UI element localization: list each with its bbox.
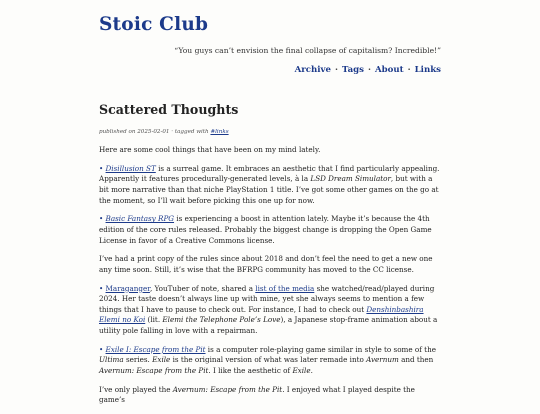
text: . I enjoyed what I played despite the game’s [99,384,415,405]
text: , but with a bit more narrative than that niche PlayStation 1 title. I’ve got some other games on the go at the moment, so I’ll wait before picking this one up for now. [99,174,439,205]
nav-separator: · [368,65,371,75]
text: . I like the aesthetic of [208,366,293,376]
nav-about[interactable]: About [375,65,404,75]
nav-archive[interactable]: Archive [294,65,331,75]
paragraph-maraganger [99,284,441,337]
text: is a computer role-playing game similar in style to some of the [205,344,436,354]
link-disillusion-st[interactable]: Disillusion ST [105,163,156,173]
link-basic-fantasy-rpg[interactable]: Basic Fantasy RPG [105,214,175,224]
tag-link-links[interactable]: #links [210,129,229,135]
text-emphasis: LSD Dream Simulator [310,174,391,184]
text: is experiencing a boost in attention lately. Maybe it’s because the 4th edition of the core rules released. Probably the biggest change is dropping the Open Game License in favor of a Creative Commons license. [99,214,432,245]
text: and then [398,355,434,365]
paragraph-exile [99,345,441,377]
text: she watched/read/played during 2024. Her taste doesn’t always line up with mine, yet she always seems to mention a few things that I have to pause to check out. For instance, I had to check out [99,283,435,314]
site-title[interactable]: Stoic Club [99,14,209,35]
post-title: Scattered Thoughts [99,102,239,117]
bullet: • [99,163,104,173]
bullet: • [99,283,104,293]
top-nav [295,65,441,75]
text-emphasis: Exile [152,355,171,365]
text-emphasis: Avernum: Escape from the Pit [172,384,283,394]
post-meta-text: published on 2025-02-01 · tagged with [99,129,211,135]
text: is a surreal game. It embraces an aesthetic that I find particularly appealing. Apparently it features procedurally-generated levels, à la [99,163,440,184]
text: , YouTuber of note, shared a [149,283,256,293]
nav-separator: · [407,65,411,75]
post-content [99,145,441,414]
paragraph-avernum [99,385,441,406]
paragraph-intro: Here are some cool things that have been on my mind lately. [99,145,321,154]
nav-links[interactable]: Links [414,65,441,75]
text-emphasis: Avernum: Escape from the Pit [99,366,209,376]
text: series. [123,355,153,365]
text-emphasis: Ultima [99,355,124,365]
text-emphasis: Avernum [366,355,399,365]
text: I’ve only played the [99,384,173,394]
nav-separator: · [335,65,338,75]
text: is the original version of what was later remade into [170,355,367,365]
text-emphasis: Elemi the Telephone Pole’s Love [162,315,281,325]
nav-tags[interactable]: Tags [342,65,364,75]
text: . [310,366,313,376]
link-maraganger[interactable]: Maraganger [105,283,150,293]
bullet: • [99,214,104,224]
text-emphasis: Exile [292,366,311,376]
link-denshinbashira[interactable]: Denshinbashira Elemi no Koi [99,304,424,325]
paragraph-bfrpg-followup: I’ve had a print copy of the rules since about 2018 and don’t feel the need to get a new one any time soon. Still, it’s wise that the BFRPG community has moved to the CC license. [99,254,433,274]
bullet: • [99,344,104,354]
text: ), a Japanese stop-frame animation about a utility pole falling in love with a repairman. [99,315,438,336]
link-exile[interactable]: Exile I: Escape from the Pit [105,344,206,354]
text: (lit. [145,315,163,325]
site-tagline: “You guys can’t envision the final collapse of capitalism? Incredible!” [174,46,441,55]
paragraph-disillusion [99,164,441,206]
paragraph-bfrpg [99,214,441,246]
link-list-of-media[interactable]: list of the media [255,283,315,293]
post-meta [99,129,229,135]
